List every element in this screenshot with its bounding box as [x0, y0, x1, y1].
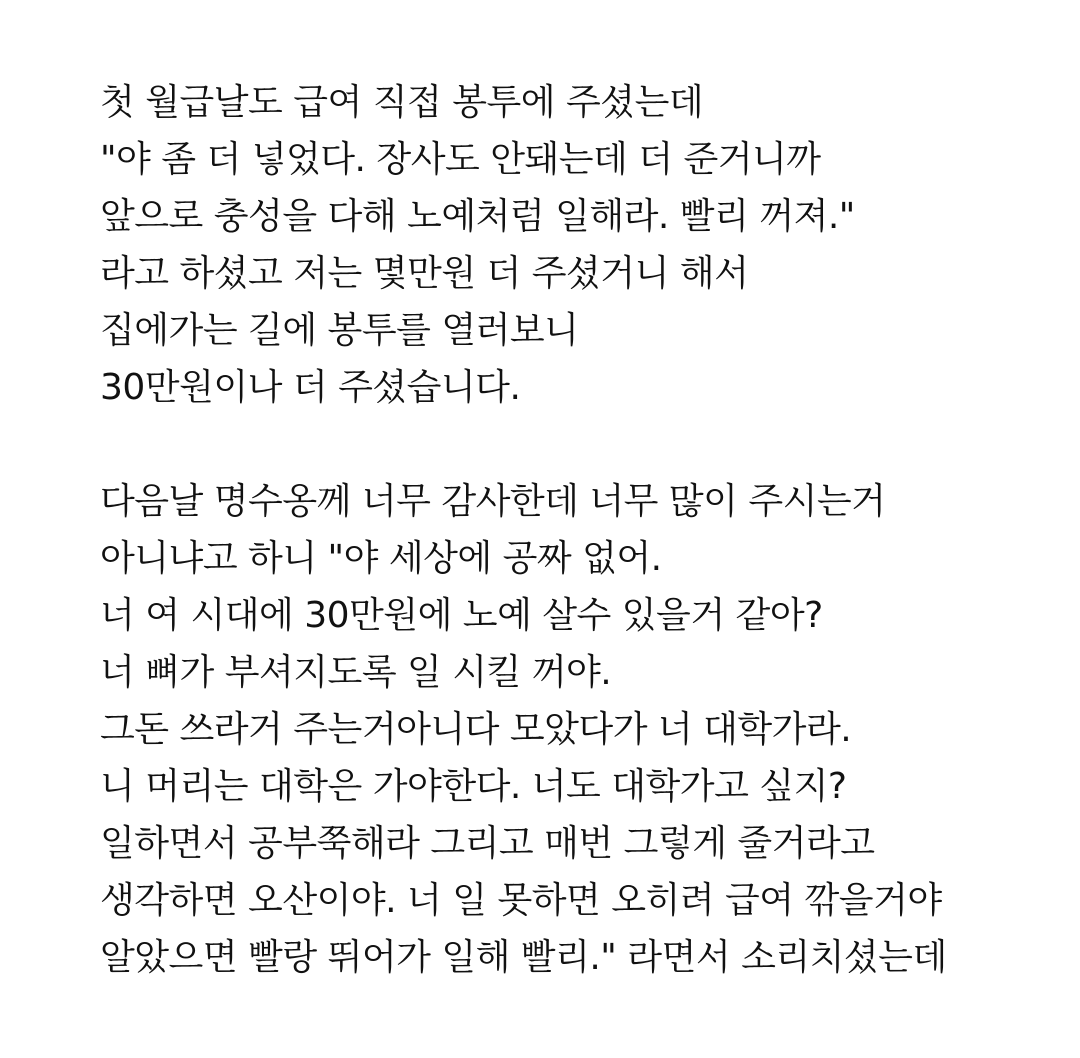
text-line: 라고 하셨고 저는 몇만원 더 주셨거니 해서 — [100, 253, 749, 294]
text-line: 아니냐고 하니 "야 세상에 공짜 없어. — [100, 538, 662, 579]
paragraph-1 — [100, 74, 1060, 416]
text-line: 집에가는 길에 봉투를 열러보니 — [100, 310, 579, 351]
document-body — [100, 74, 1060, 986]
text-line: 너 뼈가 부셔지도록 일 시킬 꺼야. — [100, 652, 612, 693]
text-line: "야 좀 더 넣었다. 장사도 안돼는데 더 준거니까 — [100, 139, 821, 180]
text-line: 다음날 명수옹께 너무 감사한데 너무 많이 주시는거 — [100, 481, 886, 522]
text-line: 그돈 쓰라거 주는거아니다 모았다가 너 대학가라. — [100, 709, 852, 750]
text-line: 니 머리는 대학은 가야한다. 너도 대학가고 싶지? — [100, 766, 847, 807]
text-line: 너 여 시대에 30만원에 노예 살수 있을거 같아? — [100, 595, 823, 636]
text-line: 생각하면 오산이야. 너 일 못하면 오히려 급여 깎을거야 — [100, 880, 942, 921]
text-line: 알았으면 빨랑 뛰어가 일해 빨리." 라면서 소리치셨는데 — [100, 937, 947, 978]
paragraph-2 — [100, 473, 1060, 986]
text-line: 30만원이나 더 주셨습니다. — [100, 367, 521, 408]
text-line: 일하면서 공부쭉해라 그리고 매번 그렇게 줄거라고 — [100, 823, 875, 864]
text-line: 첫 월급날도 급여 직접 봉투에 주셨는데 — [100, 82, 704, 123]
text-line: 앞으로 충성을 다해 노예처럼 일해라. 빨리 꺼져." — [100, 196, 855, 237]
